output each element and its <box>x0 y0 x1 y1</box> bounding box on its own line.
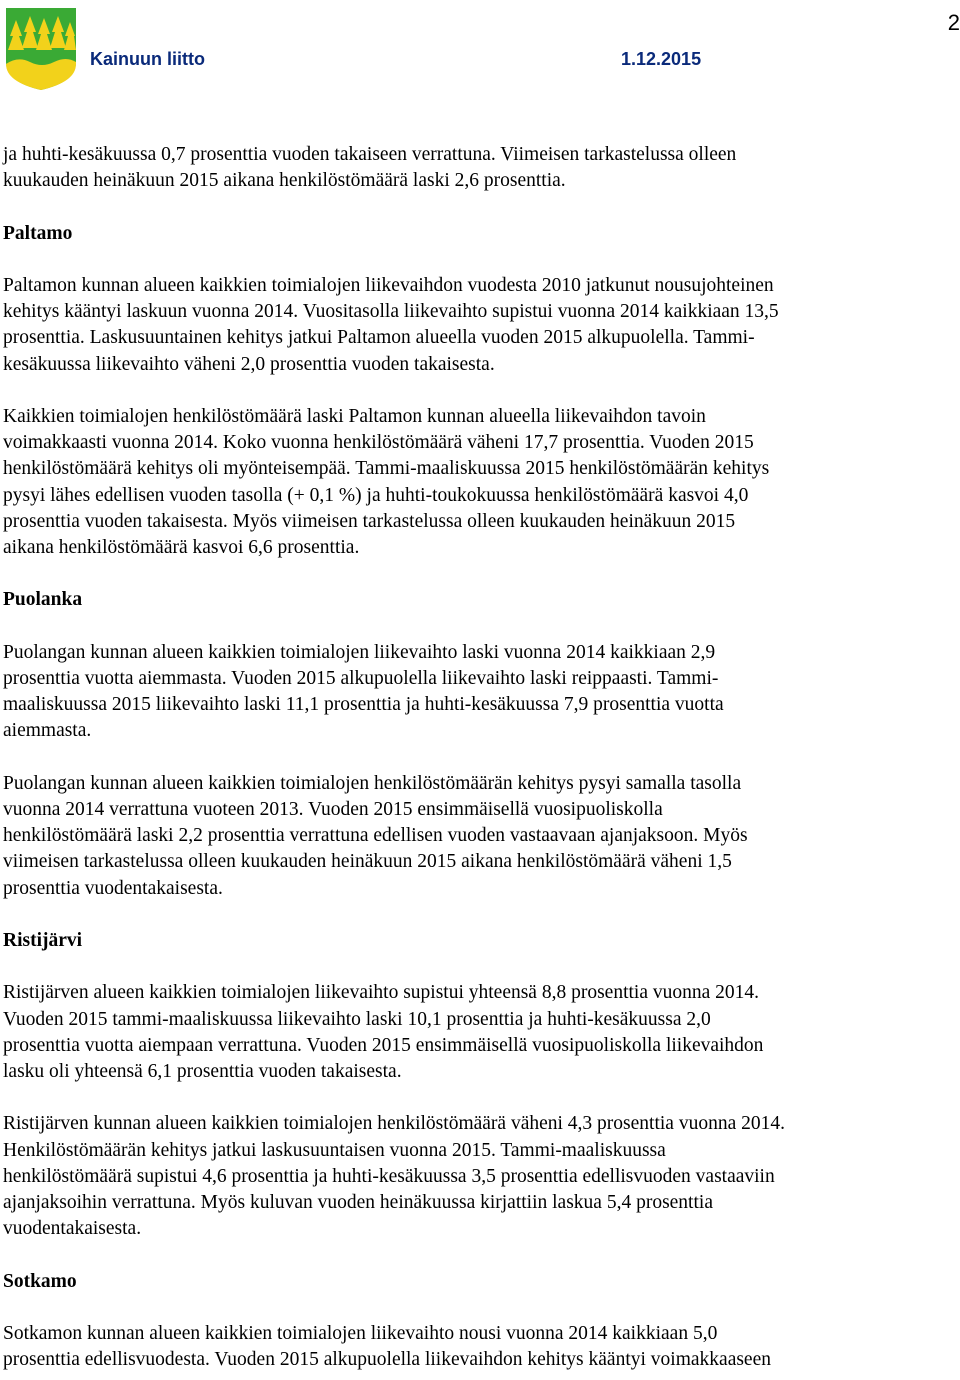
text-line: kuukauden heinäkuun 2015 aikana henkilöstömäärä laski 2,6 prosenttia. <box>3 170 566 192</box>
text-line: Ristijärven kunnan alueen kaikkien toimialojen henkilöstömäärä väheni 4,3 prosenttia vuonna 2014. <box>3 1113 785 1135</box>
text-line: Vuoden 2015 tammi-maaliskuussa liikevaihto laski 10,1 prosenttia ja huhti-kesäkuussa 2,0 <box>3 1008 711 1030</box>
text-line: vuodentakaisesta. <box>3 1218 142 1240</box>
ristijarvi-paragraph-2 <box>3 1111 953 1242</box>
text-line: Puolangan kunnan alueen kaikkien toimialojen henkilöstömäärän kehitys pysyi samalla tasolla <box>3 772 742 794</box>
organization-name: Kainuun liitto <box>90 49 205 69</box>
text-line: Kaikkien toimialojen henkilöstömäärä laski Paltamon kunnan alueella liikevaihdon tavoin <box>3 405 706 427</box>
section-heading-sotkamo: Sotkamo <box>3 1270 77 1292</box>
text-line: prosenttia edellisvuodesta. Vuoden 2015 alkupuolella liikevaihdon kehitys kääntyi voimakkaaseen <box>3 1349 771 1371</box>
text-line: vuonna 2014 verrattuna vuoteen 2013. Vuoden 2015 ensimmäisellä vuosipuoliskolla <box>3 798 663 820</box>
text-line: Ristijärven alueen kaikkien toimialojen liikevaihto supistui yhteensä 8,8 prosenttia vuonna 2014. <box>3 982 760 1004</box>
puolanka-paragraph-2 <box>3 771 953 902</box>
text-line: ajanjaksoihin verrattuna. Myös kuluvan vuoden heinäkuussa kirjattiin laskua 5,4 prosenttia <box>3 1191 713 1213</box>
page-number: 2 <box>947 10 960 35</box>
text-line: maaliskuussa 2015 liikevaihto laski 11,1 prosenttia ja huhti-kesäkuussa 7,9 prosenttia vuotta <box>3 694 724 716</box>
document-body <box>3 142 953 1380</box>
paltamo-paragraph-1 <box>3 273 953 378</box>
text-line: prosenttia vuoden takaisesta. Myös viimeisen tarkastelussa olleen kuukauden heinäkuun 2015 <box>3 510 736 532</box>
text-line: Puolangan kunnan alueen kaikkien toimialojen liikevaihto laski vuonna 2014 kaikkiaan 2,9 <box>3 641 716 663</box>
section-heading-puolanka: Puolanka <box>3 589 83 611</box>
intro-paragraph <box>3 142 953 194</box>
text-line: kehitys kääntyi laskuun vuonna 2014. Vuositasolla liikevaihto supistui vuonna 2014 kaikkiaan 13,5 <box>3 301 779 323</box>
puolanka-paragraph-1 <box>3 640 953 745</box>
text-line: prosenttia. Laskusuuntainen kehitys jatkui Paltamon alueella vuoden 2015 alkupuolella. Tammi- <box>3 327 755 349</box>
text-line: prosenttia vuotta aiemmasta. Vuoden 2015 alkupuolella liikevaihto laski reippaasti. Tammi- <box>3 667 719 689</box>
text-line: lasku oli yhteensä 6,1 prosenttia vuoden takaisesta. <box>3 1060 402 1082</box>
text-line: Paltamon kunnan alueen kaikkien toimialojen liikevaihdon vuodesta 2010 jatkunut nousujohteinen <box>3 274 774 296</box>
sotkamo-paragraph-1 <box>3 1321 953 1373</box>
text-line: henkilöstömäärä kehitys oli myönteisempää. Tammi-maaliskuussa 2015 henkilöstömäärän kehitys <box>3 458 770 480</box>
text-line: viimeisen tarkastelussa olleen kuukauden heinäkuun 2015 aikana henkilöstömäärä väheni 1,5 <box>3 851 732 873</box>
paltamo-paragraph-2 <box>3 404 953 561</box>
text-line: Henkilöstömäärän kehitys jatkui laskusuuntaisen vuonna 2015. Tammi-maaliskuussa <box>3 1139 666 1161</box>
text-line: pysyi lähes edellisen vuoden tasolla (+ 0,1 %) ja huhti-toukokuussa henkilöstömäärä kasvoi 4,0 <box>3 484 749 506</box>
text-line: aiemmasta. <box>3 720 92 742</box>
text-line: voimakkaasti vuonna 2014. Koko vuonna henkilöstömäärä väheni 17,7 prosenttia. Vuoden 2015 <box>3 432 754 454</box>
text-line: aikana henkilöstömäärä kasvoi 6,6 prosenttia. <box>3 537 360 558</box>
section-heading-ristijarvi: Ristijärvi <box>3 929 83 951</box>
text-line: prosenttia vuotta aiempaan verrattuna. Vuoden 2015 ensimmäisellä vuosipuoliskolla liikevaihdon <box>3 1034 764 1056</box>
text-line: Sotkamon kunnan alueen kaikkien toimialojen liikevaihto nousi vuonna 2014 kaikkiaan 5,0 <box>3 1322 718 1344</box>
kainuun-liitto-logo <box>4 6 78 92</box>
ristijarvi-paragraph-1 <box>3 980 953 1085</box>
document-date: 1.12.2015 <box>621 49 702 69</box>
section-heading-paltamo: Paltamo <box>3 222 73 244</box>
text-line: kesäkuussa liikevaihto väheni 2,0 prosenttia vuoden takaisesta. <box>3 353 495 375</box>
text-line: henkilöstömäärä laski 2,2 prosenttia verrattuna edellisen vuoden vastaavaan ajanjaksoon. Myös <box>3 825 748 847</box>
page-header <box>0 0 960 100</box>
text-line: ja huhti-kesäkuussa 0,7 prosenttia vuoden takaiseen verrattuna. Viimeisen tarkastelussa olleen <box>3 144 737 165</box>
text-line: prosenttia vuodentakaisesta. <box>3 877 223 899</box>
text-line: henkilöstömäärä supistui 4,6 prosenttia ja huhti-kesäkuussa 3,5 prosenttia edellisvuoden vastaaviin <box>3 1165 775 1187</box>
